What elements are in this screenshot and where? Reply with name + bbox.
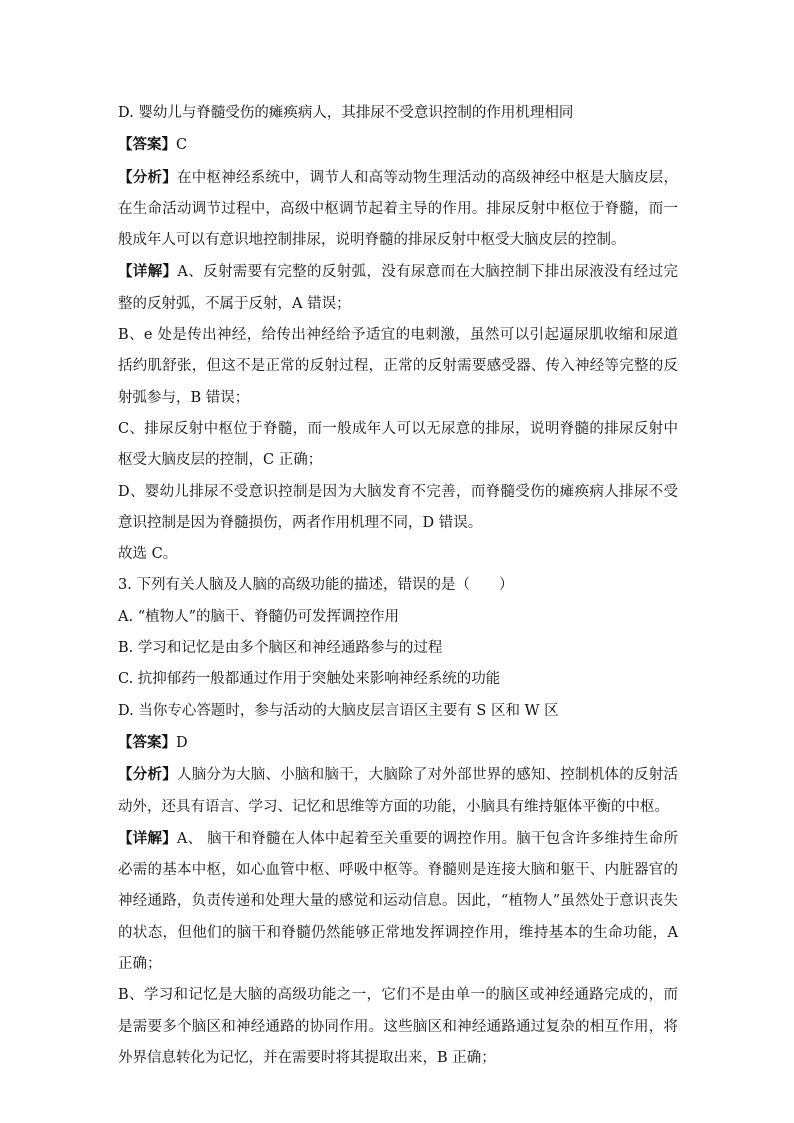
- analysis-tag: 【分析】: [118, 766, 177, 784]
- q2-detail-a: [118, 256, 678, 320]
- q3-detail-b: B、学习和记忆是大脑的高级功能之一，它们不是由单一的脑区或神经通路完成的，而是需要多个脑区和神经通路的协同作用。这些脑区和神经通路通过复杂的相互作用，将外界信息转化为记忆，并在需要时将其提取出来，B 正确；: [118, 987, 678, 1066]
- analysis-text: 在中枢神经系统中，调节人和高等动物生理活动的高级神经中枢是大脑皮层，在生命活动调节过程中，高级中枢调节起着主导的作用。排尿反射中枢位于脊髓，而一般成年人可以有意识地控制排尿，说明脊髓的排尿反射中枢受大脑皮层的控制。: [118, 169, 679, 249]
- q2-detail-b: B、e 处是传出神经，给传出神经给予适宜的电刺激，虽然可以引起逼尿肌收缩和尿道括约肌舒张，但这不是正常的反射过程，正常的反射需要感受器、传入神经等完整的反射弧参与，B 错误；: [118, 327, 678, 406]
- q2-option-d: D. 婴幼儿与脊髓受伤的瘫痪病人，其排尿不受意识控制的作用机理相同: [118, 105, 574, 121]
- detail-tag: 【详解】: [118, 829, 177, 847]
- q3-answer: [118, 727, 678, 759]
- q3-analysis: [118, 759, 678, 823]
- q2-analysis: [118, 162, 678, 257]
- q3-option-d: D. 当你专心答题时，参与活动的大脑皮层言语区主要有 S 区和 W 区: [118, 702, 559, 719]
- q3-option-b: B. 学习和记忆是由多个脑区和神经通路参与的过程: [118, 640, 443, 657]
- detail-a-text: A、反射需要有完整的反射弧，没有尿意而在大脑控制下排出尿液没有经过完整的反射弧，不属于反射，A 错误；: [118, 264, 679, 312]
- answer-value: C: [176, 137, 188, 154]
- analysis-tag: 【分析】: [118, 168, 177, 186]
- answer-tag: 【答案】: [118, 136, 176, 154]
- answer-value: D: [176, 734, 188, 751]
- detail-tag: 【详解】: [118, 263, 178, 281]
- q3-detail-a: [118, 823, 678, 980]
- q2-detail-c: C、排尿反射中枢位于脊髓，而一般成年人可以无尿意的排尿，说明脊髓的排尿反射中枢受大脑皮层的控制，C 正确；: [118, 420, 678, 469]
- detail-a-text: A、 脑干和脊髓在人体中起着至关重要的调控作用。脑干包含许多维持生命所必需的基本中枢，如心血管中枢、呼吸中枢等。脊髓则是连接大脑和躯干、内脏器官的神经通路，负责传递和处理大量的感觉和运动信息。因此，“植物人”虽然处于意识丧失的状态，但他们的脑干和脊髓仍然能够正常地发挥调控作用，维持基本的生命功能，A 正确；: [118, 830, 679, 973]
- q3-option-a: A. “植物人”的脑干、脊髓仍可发挥调控作用: [118, 608, 400, 625]
- q2-conclusion: 故选 C。: [118, 546, 178, 563]
- q3-option-c: C. 抗抑郁药一般都通过作用于突触处来影响神经系统的功能: [118, 671, 501, 688]
- q2-answer: [118, 129, 678, 161]
- q2-detail-d: D、婴幼儿排尿不受意识控制是因为大脑发育不完善，而脊髓受伤的瘫痪病人排尿不受意识控制是因为脊髓损伤，两者作用机理不同，D 错误。: [118, 483, 678, 531]
- answer-tag: 【答案】: [118, 733, 176, 751]
- analysis-text: 人脑分为大脑、小脑和脑干，大脑除了对外部世界的感知、控制机体的反射活动外，还具有语言、学习、记忆和思维等方面的功能，小脑具有维持躯体平衡的中枢。: [118, 767, 679, 815]
- q3-stem: 3. 下列有关人脑及人脑的高级功能的描述，错误的是（ ）: [118, 577, 514, 594]
- document-page: [118, 98, 678, 1074]
